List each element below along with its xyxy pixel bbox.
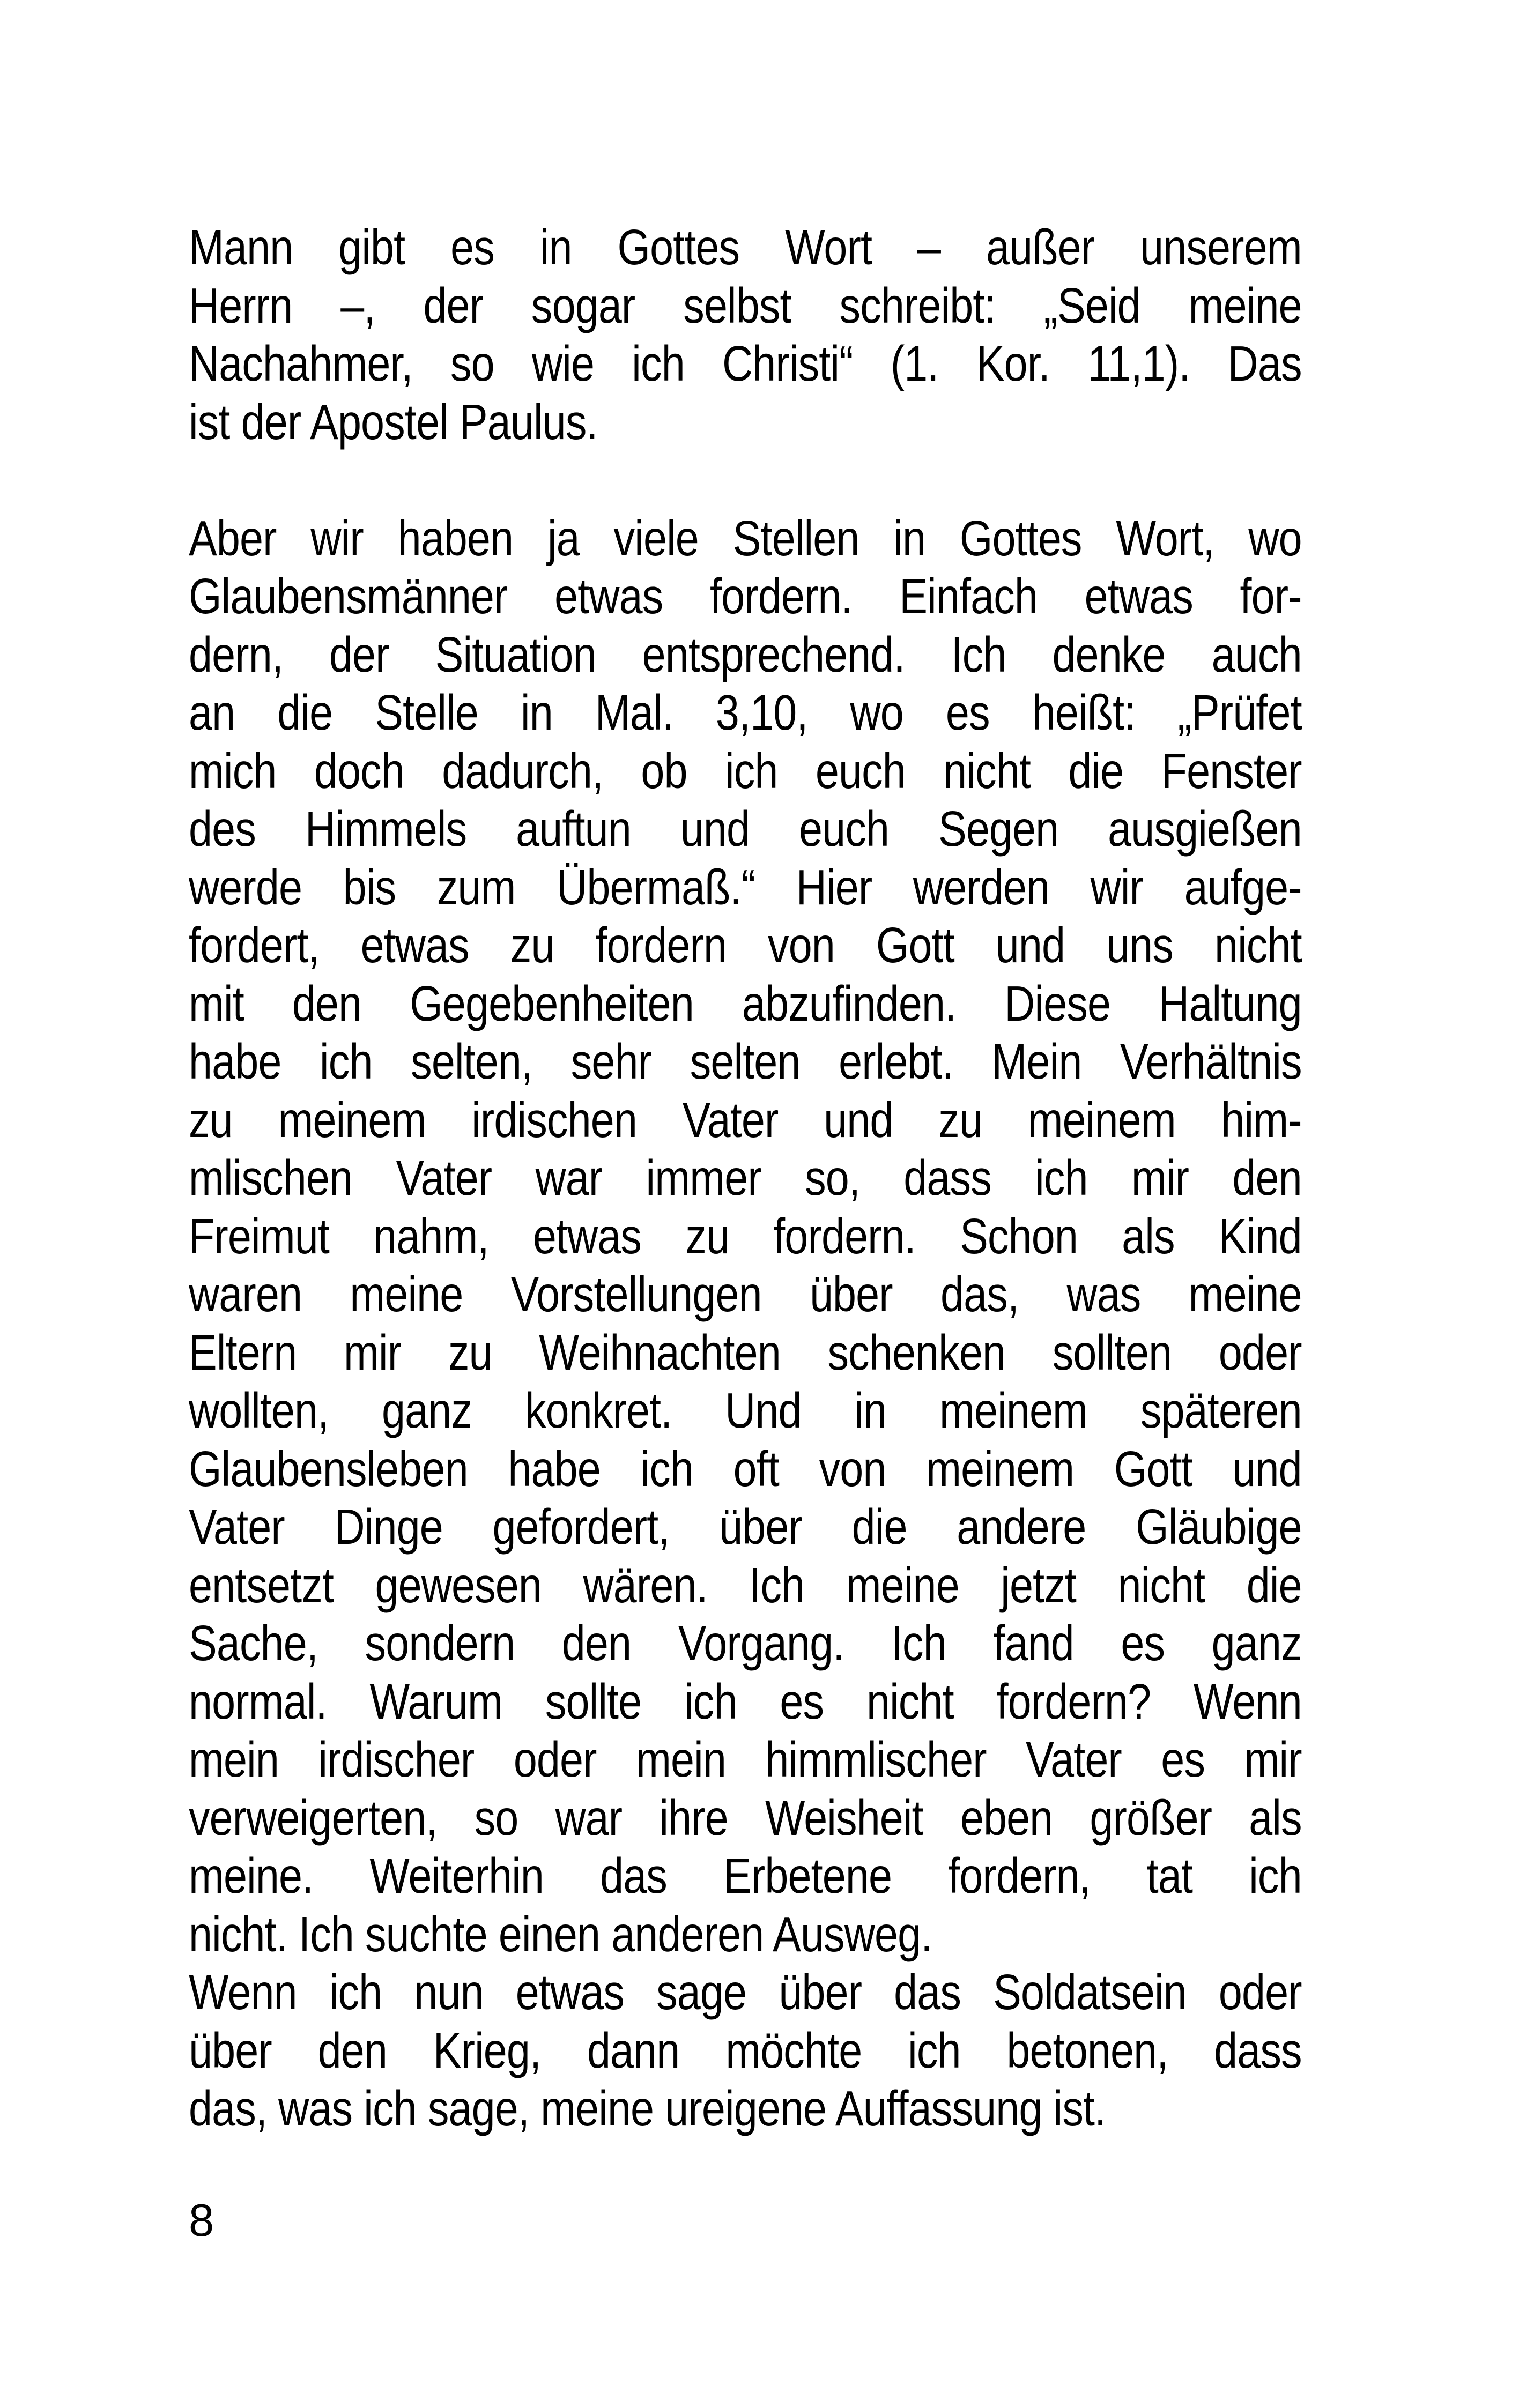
text-line: Mann gibt es in Gottes Wort – außer unserem [189,219,1302,275]
text-line: des Himmels auftun und euch Segen ausgießen [189,801,1302,857]
text-line: zu meinem irdischen Vater und zu meinem him- [189,1091,1302,1148]
text-line: mit den Gegebenheiten abzufinden. Diese Haltung [189,975,1302,1031]
text-line: entsetzt gewesen wären. Ich meine jetzt nicht die [189,1557,1302,1613]
text-line: habe ich selten, sehr selten erlebt. Mein Verhältnis [189,1034,1302,1089]
text-line: Glaubensleben habe ich oft von meinem Gott und [189,1440,1302,1497]
text-line: an die Stelle in Mal. 3,10, wo es heißt: „Prüfet [189,685,1302,740]
text-line: Wenn ich nun etwas sage über das Soldatsein oder [189,1964,1302,2020]
body-text [189,218,1302,2138]
text-line: verweigerten, so war ihre Weisheit eben größer als [189,1789,1302,1846]
text-line: mich doch dadurch, ob ich euch nicht die Fenster [189,742,1302,799]
text-line: ist der Apostel Paulus. [189,393,598,450]
text-line: über den Krieg, dann möchte ich betonen, dass [189,2022,1302,2078]
text-line: dern, der Situation entsprechend. Ich denke auch [189,626,1302,682]
text-line: Sache, sondern den Vorgang. Ich fand es ganz [189,1615,1302,1671]
paragraph [189,1963,1302,2138]
text-line: Aber wir haben ja viele Stellen in Gottes Wort, wo [189,510,1302,566]
paragraph [189,509,1302,1964]
text-line: waren meine Vorstellungen über das, was meine [189,1266,1302,1322]
text-line: Eltern mir zu Weihnachten schenken sollten oder [189,1324,1302,1380]
text-line: Herrn –, der sogar selbst schreibt: „Seid meine [189,277,1302,333]
text-line: meine. Weiterhin das Erbetene fordern, tat ich [189,1848,1302,1904]
text-line: mlischen Vater war immer so, dass ich mir den [189,1150,1302,1206]
text-line: Vater Dinge gefordert, über die andere Gläubige [189,1499,1302,1555]
text-line: mein irdischer oder mein himmlischer Vater es mir [189,1731,1302,1787]
page-number: 8 [189,2195,214,2246]
text-line: normal. Warum sollte ich es nicht fordern? Wenn [189,1673,1302,1729]
paragraph [189,218,1302,451]
text-line: Freimut nahm, etwas zu fordern. Schon als Kind [189,1208,1302,1264]
text-line: Glaubensmänner etwas fordern. Einfach etwas for- [189,568,1302,624]
text-line: Nachahmer, so wie ich Christi“ (1. Kor. 11,1). Das [189,336,1302,391]
text-line: das, was ich sage, meine ureigene Auffassung ist. [189,2080,1106,2136]
text-line: fordert, etwas zu fordern von Gott und uns nicht [189,917,1302,973]
text-line: nicht. Ich suchte einen anderen Ausweg. [189,1906,932,1962]
text-line: wollten, ganz konkret. Und in meinem späteren [189,1383,1302,1438]
text-line: werde bis zum Übermaß.“ Hier werden wir aufge- [189,859,1302,915]
